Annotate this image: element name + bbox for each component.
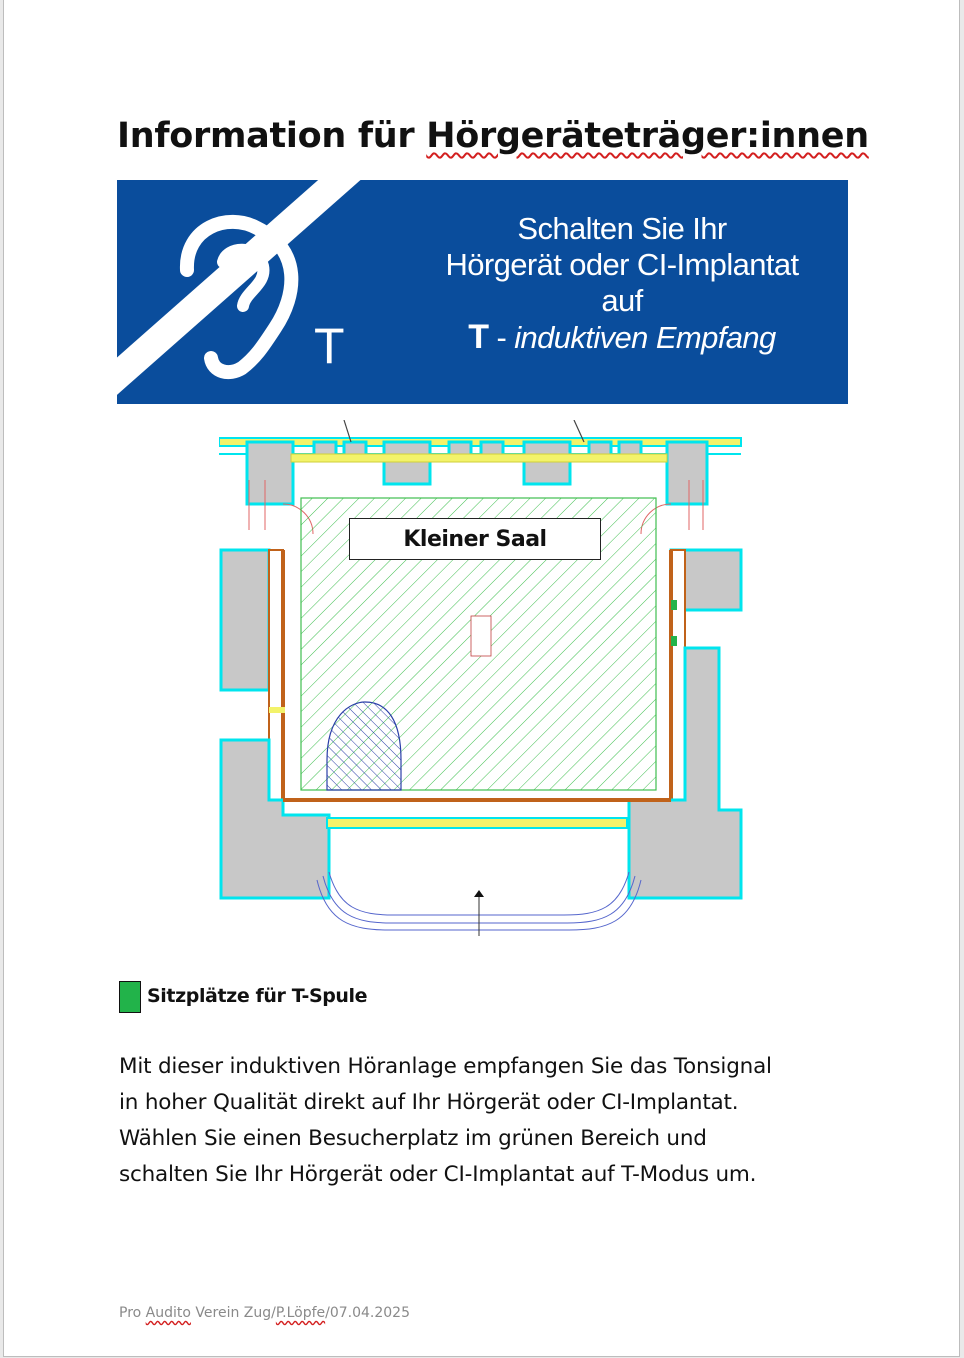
- body-line-4: schalten Sie Ihr Hörgerät oder CI-Implantat auf T-Modus um.: [119, 1162, 757, 1187]
- body-paragraph: [119, 1049, 879, 1193]
- banner-t-letter: T: [468, 318, 489, 356]
- footer-part-3: Verein Zug/: [190, 1305, 276, 1321]
- legend-swatch: [119, 981, 141, 1013]
- room-label-kleiner-saal: Kleiner Saal: [349, 518, 601, 560]
- banner-line-4: [407, 319, 837, 356]
- floor-plan: [219, 420, 743, 938]
- banner-line-3: auf: [601, 283, 643, 318]
- body-line-2: in hoher Qualität direkt auf Ihr Hörgerät oder CI-Implantat.: [119, 1090, 739, 1115]
- footer-part-4: P.Löpfe: [275, 1305, 326, 1321]
- page-title: [117, 116, 869, 156]
- footer-part-1: Pro: [119, 1305, 146, 1321]
- footer-credit: [119, 1305, 410, 1321]
- document-page: [3, 0, 960, 1357]
- banner-line-2: Hörgerät oder CI-Implantat: [445, 247, 799, 282]
- banner-instruction: [407, 211, 837, 356]
- banner-line-1: Schalten Sie Ihr: [517, 211, 727, 246]
- title-plain: Information für: [117, 116, 427, 156]
- banner-dash: -: [488, 320, 515, 355]
- title-spellcheck-word: Hörgeräteträger:innen: [426, 116, 869, 156]
- t-coil-symbol: T: [314, 318, 345, 374]
- footer-part-2: Audito: [145, 1305, 191, 1321]
- footer-part-5: /07.04.2025: [325, 1305, 410, 1321]
- hearing-loop-banner: [117, 180, 848, 404]
- banner-italic: induktiven Empfang: [514, 320, 776, 355]
- legend-label: Sitzplätze für T-Spule: [147, 985, 368, 1007]
- body-line-1: Mit dieser induktiven Höranlage empfangen Sie das Tonsignal: [119, 1054, 772, 1079]
- body-line-3: Wählen Sie einen Besucherplatz im grünen Bereich und: [119, 1126, 707, 1151]
